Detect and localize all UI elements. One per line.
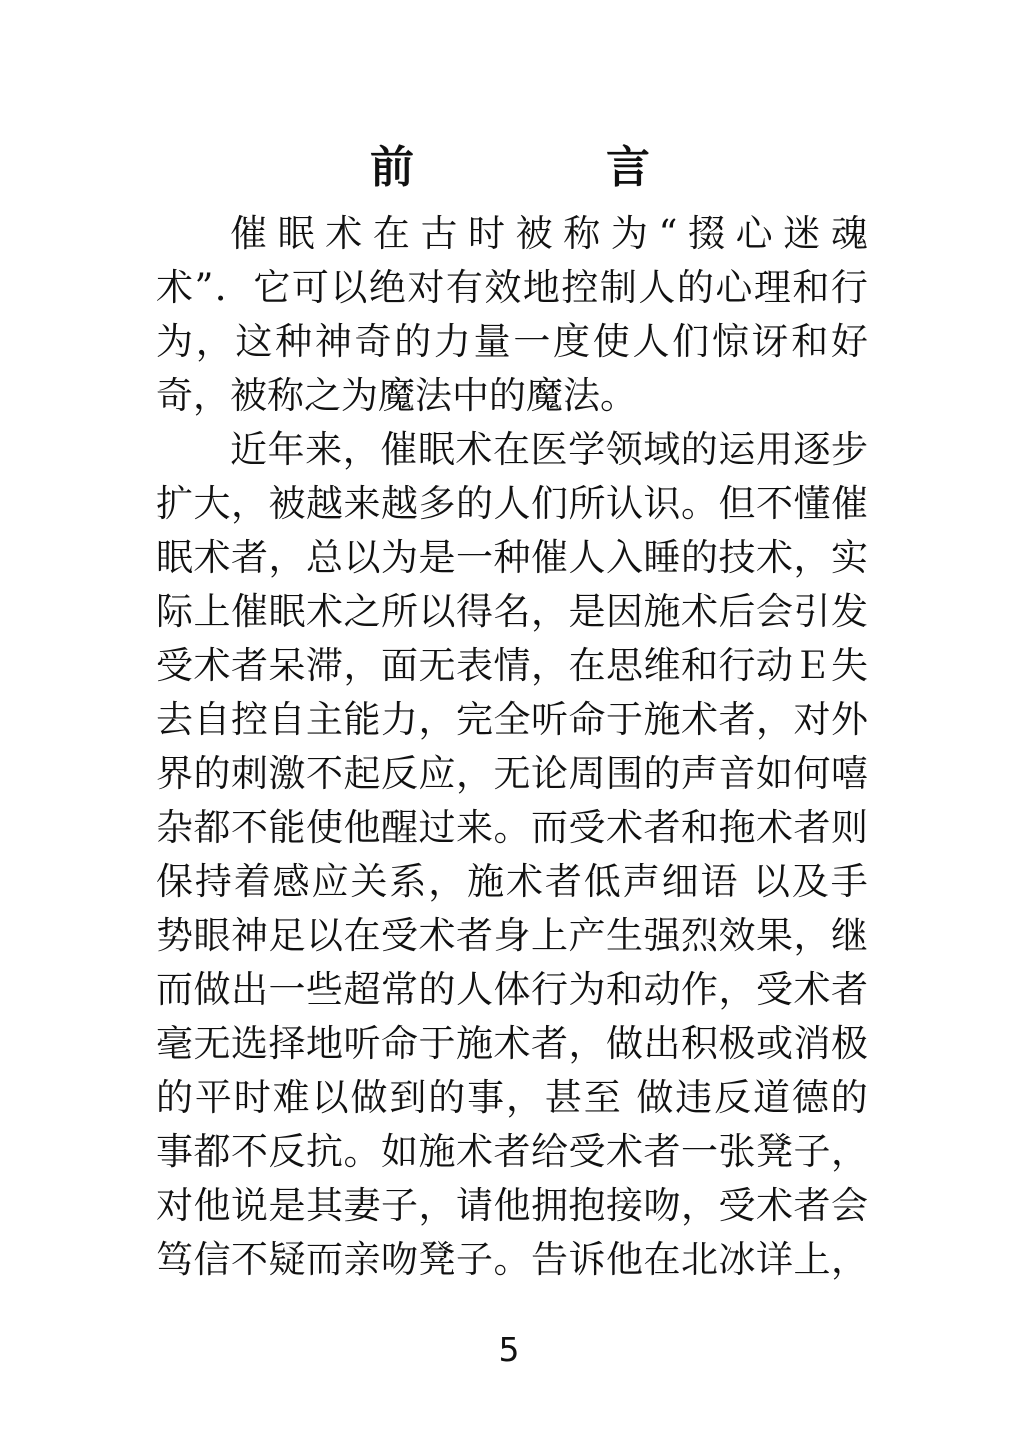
text-line: 笃 信 不 疑 而 亲 吻 凳 子 。 告 诉 他 在 北 冰 详 上 ， — [156, 1238, 868, 1281]
text-line: 事 都 不 反 抗 。 如 施 术 者 给 受 术 者 一 张 凳 子 ， — [156, 1130, 868, 1173]
text-line: 去 自 控 自 主 能 力 ， 完 全 听 命 于 施 术 者 ， 对 外 — [156, 698, 868, 741]
text-line: 术 ” ． 它 可 以 绝 对 有 效 地 控 制 人 的 心 理 和 行 — [156, 266, 868, 309]
title-char-right: 言 — [606, 142, 650, 193]
body-text — [156, 207, 868, 1287]
text-line: 近 年 来 ， 催 眠 术 在 医 学 领 域 的 运 用 逐 步 — [230, 428, 868, 471]
text-line: 而 做 出 一 些 超 常 的 人 体 行 为 和 动 作 ， 受 术 者 — [156, 968, 868, 1011]
text-line: 杂 都 不 能 使 他 醒 过 来 。 而 受 术 者 和 拖 术 者 则 — [156, 806, 868, 849]
page-number: 5 — [498, 1330, 520, 1369]
text-line: 奇，被称之为魔法中的魔法。 — [156, 374, 637, 417]
text-line: 对 他 说 是 其 妻 子 ， 请 他 拥 抱 接 吻 ， 受 术 者 会 — [156, 1184, 868, 1227]
title-char-left: 前 — [370, 142, 414, 193]
text-line: 保 持 着 感 应 关 系 ， 施 术 者 低 声 细 语 以 及 手 — [156, 860, 868, 903]
text-line: 际 上 催 眠 术 之 所 以 得 名 ， 是 因 施 术 后 会 引 发 — [156, 590, 868, 633]
text-line: 毫 无 选 择 地 听 命 于 施 术 者 ， 做 出 积 极 或 消 极 — [156, 1022, 868, 1065]
page-title — [370, 140, 650, 196]
text-line: 催 眠 术 在 古 时 被 称 为 “ 掇 心 迷 魂 — [230, 212, 868, 255]
text-line: 受 术 者 呆 滞 ， 面 无 表 情 ， 在 思 维 和 行 动 Ｅ 失 — [156, 644, 868, 687]
text-line: 势 眼 神 足 以 在 受 术 者 身 上 产 生 强 烈 效 果 ， 继 — [156, 914, 868, 957]
text-line: 眠 术 者 ， 总 以 为 是 一 种 催 人 入 睡 的 技 术 ， 实 — [156, 536, 868, 579]
text-line: 扩 大 ， 被 越 来 越 多 的 人 们 所 认 识 。 但 不 懂 催 — [156, 482, 868, 525]
text-line: 为 ， 这 种 神 奇 的 力 量 一 度 使 人 们 惊 讶 和 好 — [156, 320, 868, 363]
text-line: 界 的 刺 激 不 起 反 应 ， 无 论 周 围 的 声 音 如 何 嘻 — [156, 752, 868, 795]
text-line: 的 平 时 难 以 做 到 的 事 ， 甚 至 做 违 反 道 德 的 — [156, 1076, 868, 1119]
